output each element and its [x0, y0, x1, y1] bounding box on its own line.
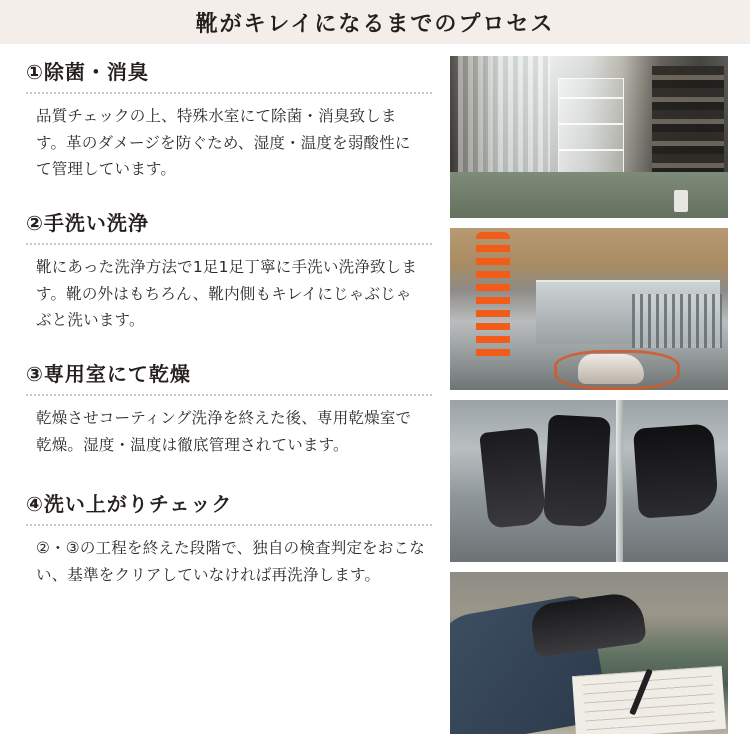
content-area	[0, 44, 750, 750]
page-title: 靴がキレイになるまでのプロセス	[195, 11, 555, 37]
step-1-text: 品質チェックの上、特殊水室にて除菌・消臭致します。革のダメージを防ぐため、湿度・温度を弱酸性にて管理しています。	[36, 107, 411, 179]
step-3-divider	[26, 394, 432, 396]
step-4-title: ④洗い上がりチェック	[26, 492, 233, 517]
step-4	[26, 488, 432, 588]
step-1	[26, 56, 432, 183]
hand-washing-sink-photo	[450, 228, 728, 390]
step-3	[26, 358, 432, 458]
step-4-divider	[26, 524, 432, 526]
step-2-divider	[26, 243, 432, 245]
sterilization-room-photo	[450, 56, 728, 218]
step-3-title: ③専用室にて乾燥	[26, 361, 191, 386]
step-2-title: ②手洗い洗浄	[26, 210, 149, 235]
step-2-text: 靴にあった洗浄方法で1足1足丁寧に手洗い洗浄致します。靴の外はもちろん、靴内側もキレイにじゃぶじゃぶと洗います。	[36, 257, 418, 330]
page-header	[0, 0, 750, 44]
photos-column	[450, 44, 750, 750]
step-1-divider	[26, 92, 432, 94]
drying-room-boots-photo	[450, 400, 728, 562]
final-inspection-photo	[450, 572, 728, 734]
step-3-text: 乾燥させコーティング洗浄を終えた後、専用乾燥室で乾燥。湿度・温度は徹底管理されています。	[36, 408, 412, 454]
step-2	[26, 207, 432, 334]
steps-column	[0, 44, 450, 750]
step-4-text: ②・③の工程を終えた段階で、独自の検査判定をおこない、基準をクリアしていなければ再洗浄します。	[36, 539, 425, 584]
step-1-title: ①除菌・消臭	[26, 60, 149, 84]
